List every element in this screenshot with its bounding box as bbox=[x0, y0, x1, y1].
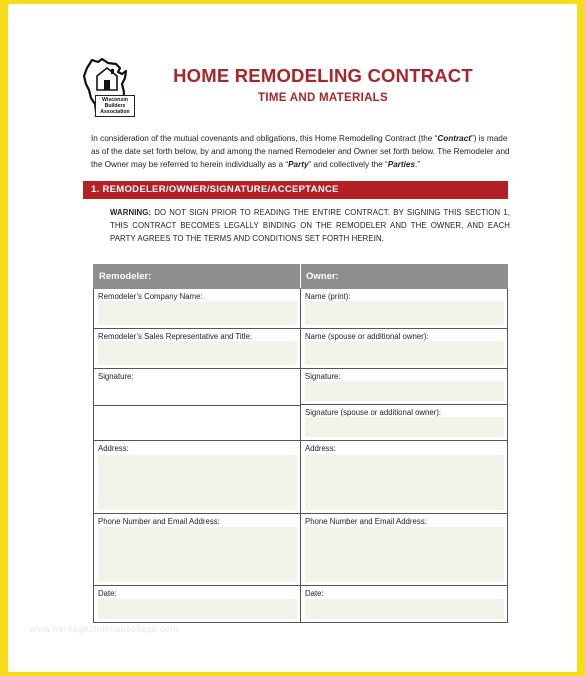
remodeler-date-field[interactable] bbox=[98, 599, 297, 619]
remodeler-sales-rep-field[interactable] bbox=[98, 341, 297, 365]
remodeler-company-label: Remodeler’s Company Name: bbox=[98, 292, 203, 301]
logo-text-line: Wisconsin bbox=[102, 97, 128, 103]
remodeler-address-field[interactable] bbox=[98, 455, 297, 510]
logo-text bbox=[95, 95, 135, 117]
defined-term-parties: Parties bbox=[387, 160, 416, 170]
table-row bbox=[94, 441, 508, 514]
remodeler-address-cell bbox=[94, 441, 301, 514]
owner-date-cell bbox=[301, 586, 508, 623]
logo-text-line: Association bbox=[100, 109, 130, 115]
intro-text: .” bbox=[415, 160, 421, 170]
owner-phone-field[interactable] bbox=[305, 527, 504, 582]
owner-name-cell bbox=[301, 289, 508, 329]
table-row bbox=[94, 369, 508, 405]
owner-date-label: Date: bbox=[305, 589, 324, 598]
table-row bbox=[94, 289, 508, 329]
owner-signature-cell bbox=[301, 369, 508, 405]
remodeler-signature-field[interactable] bbox=[94, 405, 300, 406]
owner-column-header: Owner: bbox=[301, 265, 508, 289]
owner-phone-label: Phone Number and Email Address: bbox=[305, 517, 427, 526]
remodeler-company-cell bbox=[94, 289, 301, 329]
remodeler-date-label: Date: bbox=[98, 589, 117, 598]
signature-form-table bbox=[93, 264, 508, 623]
owner-signature-field[interactable] bbox=[305, 381, 504, 401]
remodeler-address-label: Address: bbox=[98, 444, 129, 453]
warning-label: WARNING: bbox=[110, 208, 152, 217]
remodeler-date-cell bbox=[94, 586, 301, 623]
remodeler-signature-cell bbox=[94, 369, 301, 441]
remodeler-sales-rep-cell bbox=[94, 329, 301, 369]
remodeler-phone-field[interactable] bbox=[98, 527, 297, 582]
table-row bbox=[94, 586, 508, 623]
logo-text-line: Builders bbox=[104, 103, 126, 109]
owner-phone-cell bbox=[301, 514, 508, 586]
owner-name-field[interactable] bbox=[305, 301, 504, 325]
owner-spouse-signature-cell bbox=[301, 405, 508, 441]
section-1-heading: 1. REMODELER/OWNER/SIGNATURE/ACCEPTANCE bbox=[83, 181, 508, 199]
owner-name-label: Name (print): bbox=[305, 292, 351, 301]
owner-spouse-name-field[interactable] bbox=[305, 341, 504, 365]
table-row bbox=[94, 514, 508, 586]
table-row bbox=[94, 329, 508, 369]
owner-address-label: Address: bbox=[305, 444, 336, 453]
intro-text: ”) is made as of the date set forth below, by and among the named Remodeler and Owner set forth below. The Remodeler and the Owner may be referred to herein individually as a “ bbox=[91, 134, 510, 170]
remodeler-column-header: Remodeler: bbox=[94, 265, 301, 289]
warning-paragraph bbox=[110, 206, 510, 245]
remodeler-phone-label: Phone Number and Email Address: bbox=[98, 517, 220, 526]
owner-spouse-name-label: Name (spouse or additional owner): bbox=[305, 332, 429, 341]
remodeler-sales-rep-label: Remodeler’s Sales Representative and Title: bbox=[98, 332, 252, 341]
wisconsin-builders-association-logo bbox=[78, 54, 150, 126]
owner-spouse-signature-label: Signature (spouse or additional owner): bbox=[305, 408, 442, 417]
owner-date-field[interactable] bbox=[305, 599, 504, 619]
contract-subtitle: TIME AND MATERIALS bbox=[258, 92, 388, 104]
remodeler-phone-cell bbox=[94, 514, 301, 586]
watermark: www.heritagechristiancollege.com bbox=[30, 624, 179, 634]
warning-text: DO NOT SIGN PRIOR TO READING THE ENTIRE CONTRACT. BY SIGNING THIS SECTION 1, THIS CONTRACT BECOMES LEGALLY BINDING ON THE REMODELER AND THE OWNER, AND EACH PARTY AGREES TO THE TERMS AND CONDITIONS SET FORTH HEREIN. bbox=[110, 208, 510, 243]
owner-address-field[interactable] bbox=[305, 455, 504, 510]
intro-text: ” and collectively the “ bbox=[308, 160, 388, 170]
remodeler-company-field[interactable] bbox=[98, 301, 297, 325]
remodeler-signature-label: Signature: bbox=[98, 372, 134, 381]
defined-term-party: Party bbox=[288, 160, 309, 170]
owner-spouse-name-cell bbox=[301, 329, 508, 369]
owner-address-cell bbox=[301, 441, 508, 514]
contract-title: HOME REMODELING CONTRACT bbox=[173, 65, 473, 86]
document-page bbox=[8, 4, 577, 672]
defined-term-contract: Contract bbox=[437, 134, 472, 143]
owner-signature-label: Signature: bbox=[305, 372, 341, 381]
intro-paragraph bbox=[91, 132, 511, 172]
intro-text: In consideration of the mutual covenants and obligations, this Home Remodeling Contract (the “ bbox=[91, 134, 438, 143]
owner-spouse-signature-field[interactable] bbox=[305, 417, 504, 437]
